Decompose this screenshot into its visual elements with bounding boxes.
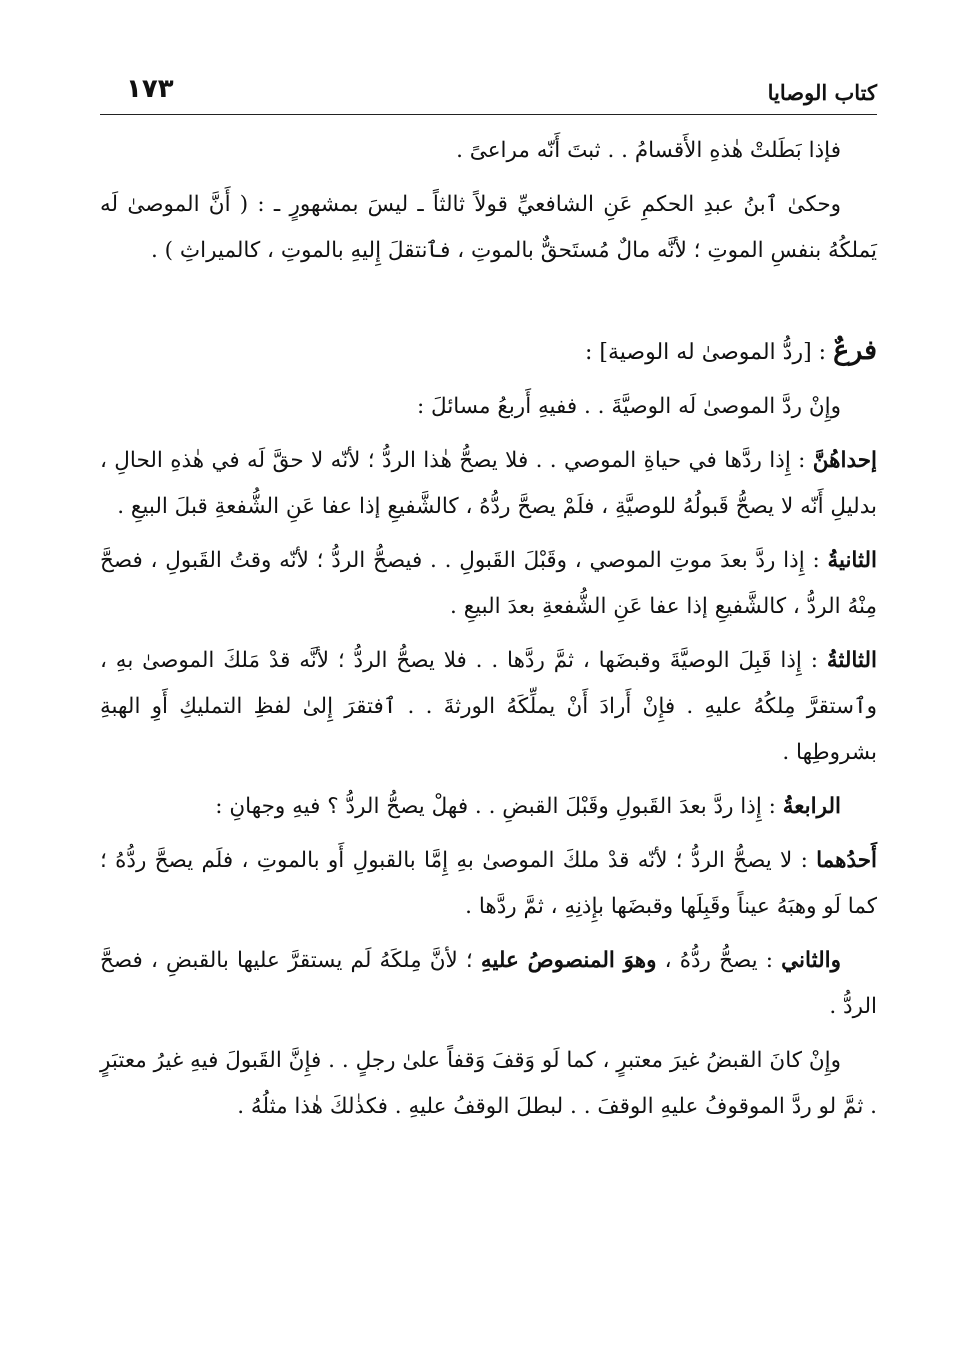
section-heading [100,328,877,376]
section-lead: فرعٌ [833,335,877,366]
paragraph-text: ؛ لأنَّ مِلكَهُ لَم يستقرَّ عليها بالقبضِ ، فصحَّ الردُّ . [100,948,877,1019]
paragraph-text: : إِذا ردَّ بعدَ موتِ الموصي ، وقَبْلَ القَبولِ . . فيصحُّ الردُّ ؛ لأنّه وقتُ القَبولِ ، فصحَّ مِنْهُ الردُّ ، كالشَّفيعِ إذا عفا عَنِ الشُّفعةِ بعدَ البيعِ . [100,548,877,619]
paragraph [100,784,877,830]
paragraph-lead: والثاني [781,948,841,973]
paragraph-lead: أَحدُهما [816,848,877,873]
paragraph-text: : إِذا ردَّ بعدَ القَبولِ وقَبْلَ القبضِ . . فهلْ يصحُّ الردُّ ؟ فيهِ وجهانِ : [215,794,783,819]
paragraph-text: : إِذا ردَّها في حياةِ الموصي . . فلا يصحُّ هٰذا الردُّ ؛ لأنّه لا حقَّ لَه في هٰذهِ الحالِ ، بدليلِ أَنّه لا يصحُّ قَبولُهُ للوصيَّةِ ، فلَمْ يصحَّ ردُّهُ ، كالشَّفيعِ إذا عفا عَنِ الشُّفعةِ قبلَ البيعِ . [100,448,877,519]
paragraph: وحكىٰ ٱبنُ عبدِ الحكمِ عَنِ الشافعيِّ قولاً ثالثاً ـ ليسَ بمشهورٍ ـ : ( أَنَّ الموصىٰ لَه يَملكُهُ بنفسِ الموتِ ؛ لأنَّه مالٌ مُستَحقٌّ بالموتِ ، فٱنتقلَ إِليهِ بالموتِ ، كالميراثِ ) . [100,192,877,263]
paragraph-lead: الثالثةُ [826,648,877,673]
paragraph [100,938,877,1030]
paragraph-lead: إحداهُنَّ [812,448,877,473]
paragraph: وإِنْ كانَ القبضُ غيرَ معتبرٍ ، كما لَو وَقفَ وَقفاً علىٰ رجلٍ . . فإِنَّ القَبولَ فيهِ غيرُ معتبَرٍ . ثمَّ لو ردَّ الموقوفُ عليهِ الوقفَ . . لبطلَ الوقفُ عليهِ . فكذٰلكَ هٰذا مثلُهُ . [100,1048,877,1119]
running-head: كتاب الوصايا [767,80,877,105]
paragraph: وإِنْ ردَّ الموصىٰ لَه الوصيَّةَ . . ففيهِ أَربعُ مسائلَ : [416,394,841,419]
paragraph-text: : يصحُّ ردُّهُ ، [656,948,782,973]
paragraph: فإذا بَطَلتْ هٰذهِ الأَقسامُ . . ثبتَ أَنّه مراعىً . [456,138,841,163]
page-number: ١٧٣ [126,74,174,104]
paragraph-text: : إِذا قَبِلَ الوصيَّةَ وقبضَها ، ثمَّ ردَّها . . فلا يصحُّ الردُّ ؛ لأنَّه قدْ مَلكَ الموصىٰ بهِ ، وٱستقرَّ مِلكُهُ عليهِ . فإِنْ أَرادَ أَنْ يملِّكَهُ الورثةَ . . ٱفتقرَ إِلىٰ لفظِ التمليكِ أَوِ الهبةِ بشروطِها . [100,648,877,765]
page-header [100,70,877,115]
paragraph-text: : لا يصحُّ الردُّ ؛ لأنّه قدْ ملكَ الموصىٰ بهِ إِمَّا بالقبولِ أَو بالموتِ ، فلَم يصحَّ ردُّهُ ؛ كما لَو وهبَهُ عيناً وقَبِلَها وقبضَها بإِذنِهِ ، ثمَّ ردَّها . [100,848,877,919]
paragraph-emphasis: وهوَ المنصوصُ عليهِ [480,948,657,973]
paragraph [100,538,877,630]
paragraph-lead: الثانيةُ [827,548,877,573]
paragraph [100,438,877,530]
paragraph [100,838,877,930]
paragraph [100,638,877,776]
page-body [100,128,877,1138]
section-title: : [ردُّ الموصىٰ له الوصية] : [584,340,834,365]
paragraph-lead: الرابعةُ [782,794,841,819]
